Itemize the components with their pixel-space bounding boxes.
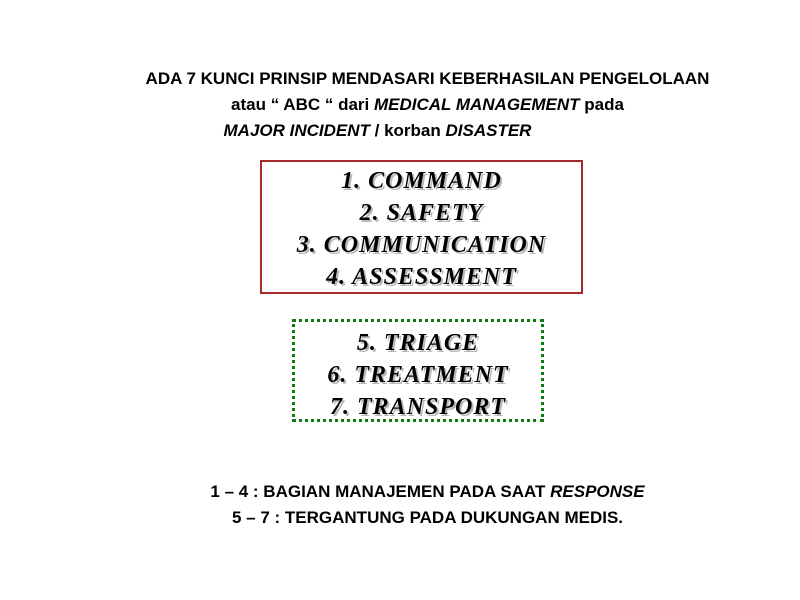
principles-box-5-7 xyxy=(292,319,544,422)
footer-line-1-text: 1 – 4 : BAGIAN MANAJEMEN PADA SAAT xyxy=(210,482,551,501)
principle-triage: 5. TRIAGE xyxy=(356,330,480,356)
heading-line-2-text-c: pada xyxy=(579,95,624,114)
heading-line-3-text-b: / korban xyxy=(369,121,446,140)
principle-safety: 2. SAFETY xyxy=(359,200,484,226)
heading-line-3-emphasis-c: DISASTER xyxy=(445,121,532,140)
heading-line-3 xyxy=(0,118,800,144)
principle-communication: 3. COMMUNICATION xyxy=(296,232,547,258)
heading-line-2-emphasis: MEDICAL MANAGEMENT xyxy=(373,95,580,114)
footer-line-1 xyxy=(0,479,800,505)
heading-line-2-text-a: atau “ ABC “ dari xyxy=(231,95,374,114)
heading-line-3-emphasis-a: MAJOR INCIDENT xyxy=(223,121,370,140)
heading-line-1: ADA 7 KUNCI PRINSIP MENDASARI KEBERHASILAN PENGELOLAAN xyxy=(145,69,710,88)
principle-treatment: 6. TREATMENT xyxy=(327,362,509,388)
principles-box-1-4 xyxy=(260,160,583,294)
footer-line-2: 5 – 7 : TERGANTUNG PADA DUKUNGAN MEDIS. xyxy=(231,508,624,527)
page-heading xyxy=(0,66,800,144)
principle-transport: 7. TRANSPORT xyxy=(329,394,506,420)
principle-command: 1. COMMAND xyxy=(341,168,502,194)
footer-notes xyxy=(0,479,800,531)
principle-assessment: 4. ASSESSMENT xyxy=(326,264,517,290)
footer-line-1-emphasis: RESPONSE xyxy=(550,482,645,501)
heading-line-2 xyxy=(0,92,800,118)
